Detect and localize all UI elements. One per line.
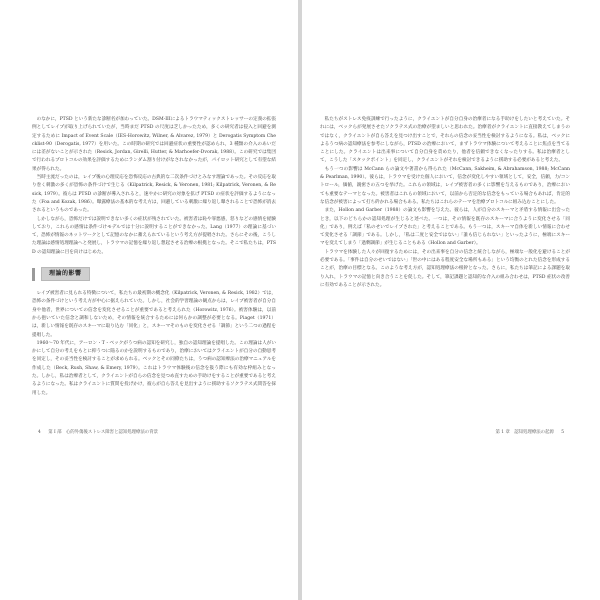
left-footer [32, 430, 158, 436]
right-paragraph-3: また，Hollon and Garber（1988）の論文も影響を与えた。彼らは，人が自分のスキーマと矛盾する情報に出会ったとき，以下のどちらかの認知処理が生じると述べた。一つは，その情報を既存のスキーマに合うように変化させる「同化」であり，例えば「私のせいでレイプされた」と考えることである。もう一つは，スキーマ自体を新しい情報に合わせて変化させる「調節」である。しかし，「私は二度と安全ではない」「誰も信じられない」といったように，極端にスキーマを変えてしまう「過剰調節」が生じることもある（Hollon and Garber）。 [320, 208, 570, 247]
left-paragraph-1: のなかに，PTSD という新たな診断名が加わっていた。DSM-IIIによるトラウマティックストレッサーの定義の拡張例としてレイプが取り上げられていたが，当時まだ PTSD の尺度は乏しかったため，多くの研究者は侵入と回避を測定するために Impact of Event Scale（IES-Horowitz, Wilner, & Alvarez, 1979）と Derogatis Symptom Checklist-90（Derogatis, 1977）を用いた。この時期の研究では回避症状の重要性が認められ，3 種類の介入のあいだには差がないことが示された（Resick, Jordan, Girelli, Hutter, & Marhoefer-Dvorak, 1988）。この研究では集団で行われるプロトコルの効果を評価するためにランダム割り付けがなされなかったが，パイロット研究として有望な結果が得られた。 [32, 117, 276, 172]
left-paragraph-3: しかしながら，恐怖だけでは説明できない多くの症状が残されていた。被害者は恥や罪悪感，怒りなどの感情を経験しており，これらの感情は条件づけモデルでは十分に説明することができなかった。Lang（1977）の理論に基づいて，恐怖が情報のネットワークとして記憶のなかに蓄えられているという考え方が提唱された。さらにその後，こうした理論は感情処理理論へと発展し，トラウマの記憶を繰り返し想起させる治療の根拠となった。そこで私たちは，PTSD の認知理論に目を向けはじめた。 [32, 216, 276, 255]
section-heading-label: 理論的影響 [41, 267, 90, 281]
right-page-number: 5 [561, 430, 564, 435]
right-running-head: 第 1 章 認知処理療法の起源 [495, 430, 554, 435]
left-paragraph-4: レイプ被害者に見られる特徴について，私たちの最初期の概念化（Kilpatrick, Veronen, & Resick, 1982）では，恐怖の条件づけという考え方が中心に据えられていた。しかし，社会的学習理論の観点からは，レイプ被害者が自分自身や他者，世界についての信念を変化させることが重要であると考えられた（Horowitz, 1976）。被害体験は，以前から抱いていた信念と調和しないため，その情報を統合するためには何らかの調整が必要となる。Piaget（1971）は，新しい情報を既存のスキーマに取り込む「同化」と，スキーマそのものを変化させる「調節」という二つの過程を提唱した。 [32, 291, 276, 338]
heading-bar [32, 268, 35, 281]
right-paragraph-1: 私たちがストレス免疫訓練で行ったように，クライエントが自分自身の治療者になる手助けをしたいと考えていた。それには，ベックらが発展させたソクラテス式の治療が望ましいと思われた。治療者がクライエントに直接教えてしまうのではなく，クライエントが自ら答えを見つけ出すことで，それらの信念の妥当性を検討するようになる。私は，ベックによるうつ病の認知療法を参考にしながら，PTSD の治療において，まずトラウマ体験について考えることに焦点を当てることにした。クライエントは出来事について自分自身を責めたり，他者を信頼できなくなったりする。私は治療者として，こうした「スタックポイント」を同定し，クライエントがそれを検討できるように援助する必要があると考えた。 [320, 117, 570, 164]
section-heading [32, 267, 276, 281]
left-paragraph-2: 当時主流だったのは，レイプ後の心理反応を恐怖反応の古典的な二次条件づけとみなす理論であった。その反応を取り巻く刺激の多くが恐怖の条件づけで生じる（Kilpatrick, Resick, & Veronen, 1981; Kilpatrick, Veronen, & Resick, 1979）。彼らは PTSD の診断が導入されると，速やかに研究の対象を拡げ PTSD の症状を評価するようになった（Foa and Kozak, 1986）。曝露療法の基本的な考え方は，回避している刺激に繰り返し曝されることで恐怖が消去されるというものであった。 [32, 175, 276, 214]
right-paragraph-4: トラウマを体験した人々が回復するためには，その出来事を自分の信念と統合しながら，極端な一般化を避けることが必要である。「事件は自分のせいではない」「世の中にはある程度安全な場所もある」という均衡のとれた信念を形成することが，治療の目標となる。このような考え方が，認知処理療法の根幹となった。さらに，私たちは筆記による課題を取り入れ，トラウマの記憶と向き合うことを促した。そして，筆記課題と認知的な介入の組み合わせは，PTSD 症状の改善に有効であることが示された。 [320, 249, 570, 288]
left-page [0, 0, 298, 600]
left-page-number: 4 [38, 430, 41, 435]
right-page-body [320, 116, 570, 290]
right-paragraph-2: もう一つの影響は McCann らの論文や著書から得られた（McCann, Sakheim, & Abrahamson, 1988; McCann & Pearlman, 1990）。彼らは，トラウマを受けた個人において，信念が変化しやすい領域として，安全，信頼，力/コントロール，価値，親密さの五つを挙げた。これらの領域は，レイプ被害者の多くに影響を与えるものであり，治療においても重要なテーマとなった。被害者はこれらの領域において，以前から否定的な信念をもっている場合もあれば，肯定的な信念が被害によって打ち砕かれる場合もある。私たちはこれらのテーマを治療プロトコルに組み込むことにした。 [320, 166, 570, 205]
left-paragraph-5: 1960〜70 年代に，アーロン・T・ベックがうつ病の認知を研究し，独自の認知理論を提唱した。この理論は人がいかにして自分の考えをもとに抑うつに陥るのかを説明するものであり，治療においてはクライエントが自分の自動思考を同定し，その妥当性を検討することが求められる。ベックとその同僚たちは，うつ病の認知療法の治療マニュアルを作成した（Beck, Rush, Shaw, & Emery, 1979）。これはトラウマ体験後の信念を扱う際にも有効な枠組みとなった。しかし，私は治療者として，クライエントが自らの信念を見つめ直すための手助けをすることが重要であると考えるようになった。私はクライエントに質問を投げかけ，彼らが自ら答えを見出すように援助するソクラテス式問答を採用した。 [32, 340, 276, 396]
right-footer [496, 430, 570, 436]
right-page [302, 0, 600, 600]
left-page-body [32, 116, 276, 398]
left-running-head: 第 I 部 心的外傷後ストレス障害と認知処理療法の背景 [48, 430, 158, 435]
